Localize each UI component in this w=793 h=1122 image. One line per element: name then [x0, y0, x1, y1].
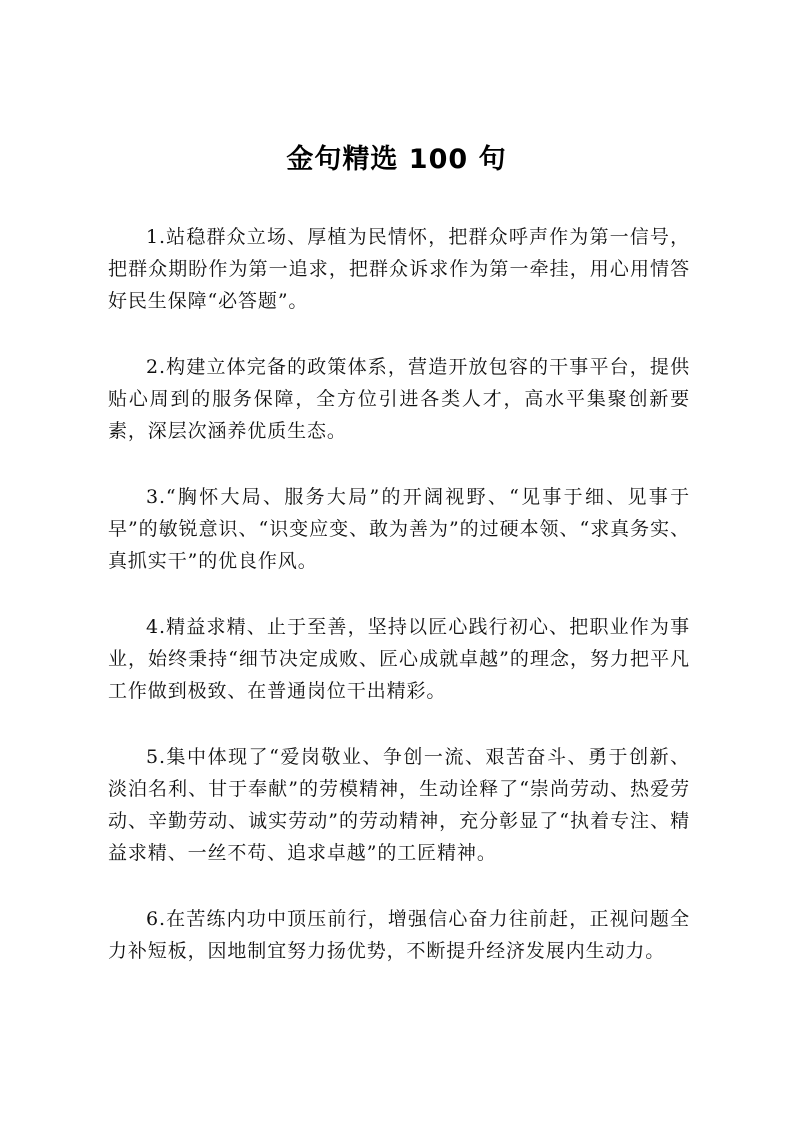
- paragraph-3: 3.“胸怀大局、服务大局”的开阔视野、“见事于细、见事于早”的敏锐意识、“识变应变、敢为善为”的过硬本领、“求真务实、真抓实干”的优良作风。: [108, 486, 690, 572]
- page-title: 金句精选 100 句: [286, 144, 507, 175]
- paragraph-5: 5.集中体现了“爱岗敬业、争创一流、艰苦奋斗、勇于创新、淡泊名利、甘于奉献”的劳模精神，生动诠释了“崇尚劳动、热爱劳动、辛勤劳动、诚实劳动”的劳动精神，充分彰显了“执着专注、精益求精、一丝不苟、追求卓越”的工匠精神。: [108, 746, 690, 864]
- paragraph-2: 2.构建立体完备的政策体系，营造开放包容的干事平台，提供贴心周到的服务保障，全方位引进各类人才，高水平集聚创新要素，深层次涵养优质生态。: [108, 356, 690, 442]
- paragraph-6: 6.在苦练内功中顶压前行，增强信心奋力往前赶，正视问题全力补短板，因地制宜努力扬优势，不断提升经济发展内生动力。: [108, 908, 690, 962]
- document-body: [108, 221, 690, 1001]
- paragraph-1: 1.站稳群众立场、厚植为民情怀，把群众呼声作为第一信号，把群众期盼作为第一追求，把群众诉求作为第一牵挂，用心用情答好民生保障“必答题”。: [108, 226, 690, 312]
- paragraph-4: 4.精益求精、止于至善，坚持以匠心践行初心、把职业作为事业，始终秉持“细节决定成败、匠心成就卓越”的理念，努力把平凡工作做到极致、在普通岗位干出精彩。: [108, 616, 690, 702]
